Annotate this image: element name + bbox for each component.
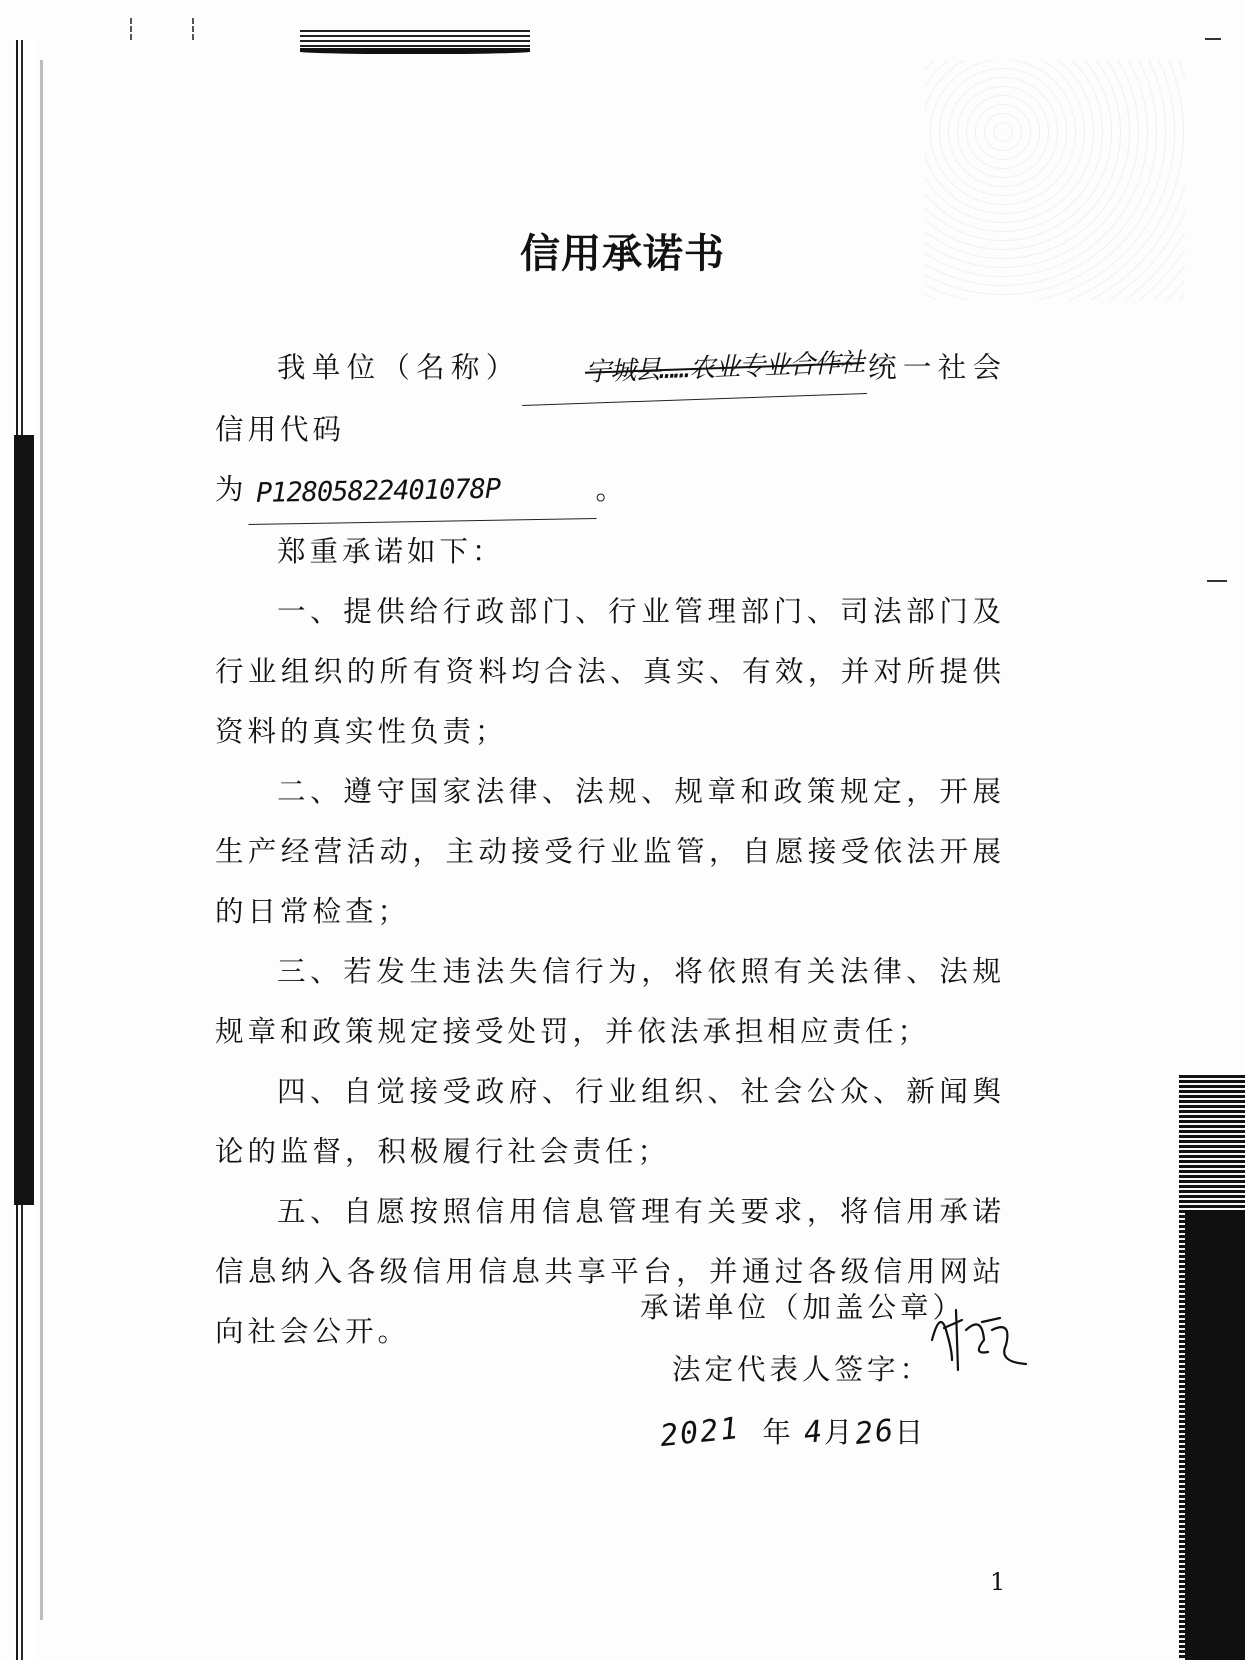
scan-edge-right-shadow — [1185, 1210, 1245, 1660]
unit-suffix: 统一社会信用代码 — [215, 351, 1005, 446]
handwritten-year: 2021 — [658, 1410, 742, 1455]
month-label: 月 — [824, 1416, 855, 1449]
intro-line: 郑重承诺如下： — [277, 535, 505, 568]
clause-2: 二、遵守国家法律、法规、规章和政策规定，开展生产经营活动，主动接受行业监管，自愿接受依法开展的日常检查； — [215, 775, 1005, 928]
handwritten-month: 4 — [802, 1414, 826, 1451]
clause-5: 五、自愿按照信用信息管理有关要求，将信用承诺信息纳入各级信用信息共享平台，并通过各级信用网站向社会公开。 — [215, 1195, 1005, 1348]
handwritten-signature — [922, 1300, 1042, 1380]
scan-mark-right — [1207, 580, 1227, 582]
committing-unit-label: 承诺单位（加盖公章） — [640, 1291, 966, 1324]
code-prefix: 为 — [215, 473, 248, 506]
unit-line — [215, 338, 1005, 460]
code-suffix: 。 — [595, 473, 629, 506]
scan-edge-left-shadow — [14, 435, 34, 1205]
clause-3: 三、若发生违法失信行为，将依照有关法律、法规规章和政策规定接受处罚，并依法承担相应责任； — [215, 955, 1005, 1048]
scan-edge-top-shadow — [300, 48, 530, 54]
document-body — [215, 338, 1005, 1362]
scan-edge-left-line — [40, 60, 43, 1620]
scan-dots — [130, 18, 194, 40]
handwritten-credit-code: P12805822401078P — [247, 458, 596, 525]
year-label: 年 — [762, 1416, 793, 1449]
page-number: 1 — [990, 1568, 1006, 1596]
handwritten-unit-name: 宁城县……农业专业合作社 — [520, 333, 867, 406]
unit-prefix: 我单位（名称） — [277, 351, 521, 384]
handwritten-day: 26 — [852, 1412, 897, 1453]
document-title: 信用承诺书 — [520, 231, 725, 277]
clause-4: 四、自觉接受政府、行业组织、社会公众、新闻舆论的监督，积极履行社会责任； — [215, 1075, 1005, 1168]
date-line — [658, 1410, 926, 1455]
code-line — [215, 460, 1005, 522]
legal-rep-label: 法定代表人签字： — [672, 1353, 933, 1386]
day-label: 日 — [894, 1416, 926, 1449]
scan-mark-top-right — [1205, 38, 1221, 40]
clause-1: 一、提供给行政部门、行业管理部门、司法部门及行业组织的所有资料均合法、真实、有效，并对所提供资料的真实性负责； — [215, 595, 1005, 748]
